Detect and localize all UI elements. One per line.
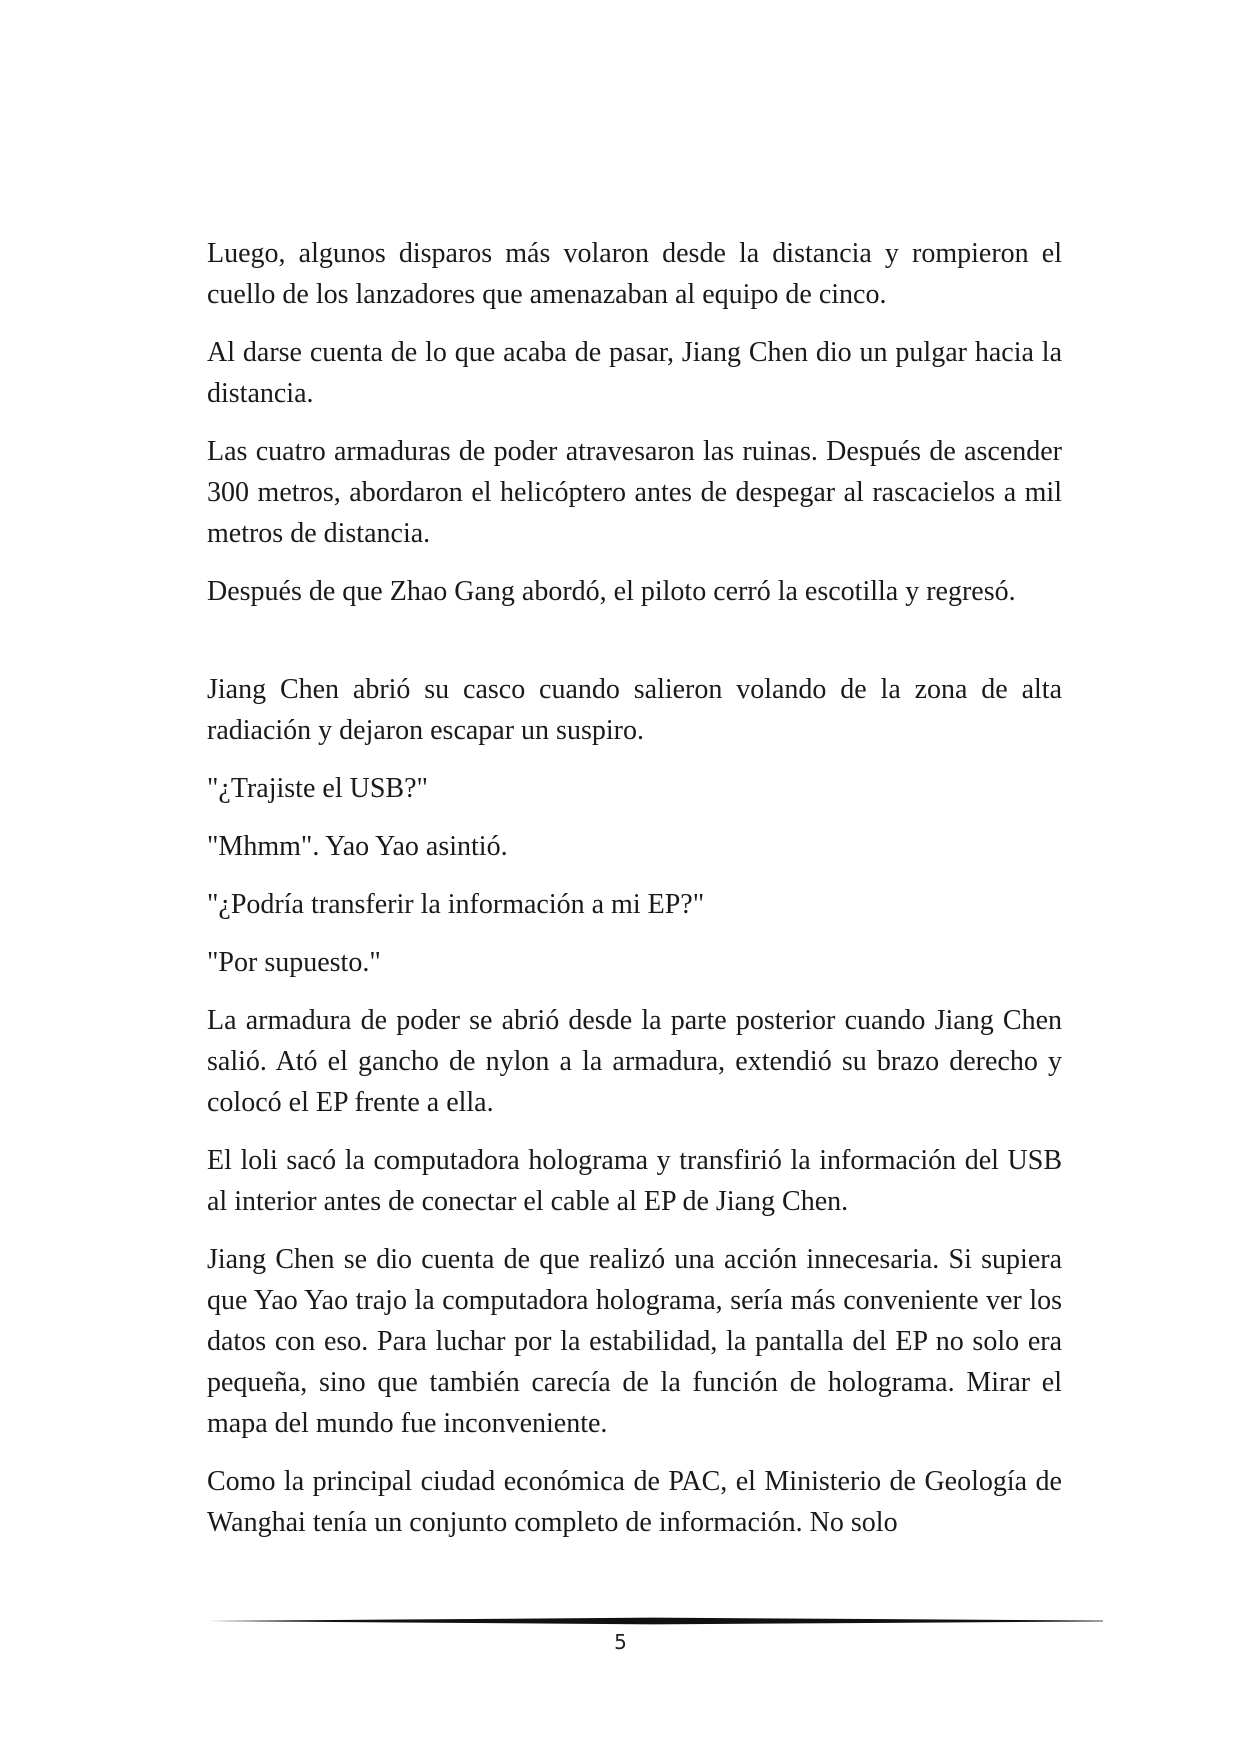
- paragraph-3: Las cuatro armaduras de poder atravesaron las ruinas. Después de ascender 300 metros, abordaron el helicóptero antes de despegar al rascacielos a mil metros de distancia.: [207, 436, 1062, 549]
- paragraph-8: "¿Podría transferir la información a mi EP?": [207, 889, 705, 920]
- paragraph-6: "¿Trajiste el USB?": [207, 773, 428, 804]
- paragraph-13: Como la principal ciudad económica de PAC, el Ministerio de Geología de Wanghai tenía un conjunto completo de información. No solo: [207, 1466, 1062, 1538]
- paragraph-9: "Por supuesto.": [207, 947, 381, 978]
- paragraph-4: Después de que Zhao Gang abordó, el piloto cerró la escotilla y regresó.: [207, 576, 1016, 607]
- paragraph-10: La armadura de poder se abrió desde la parte posterior cuando Jiang Chen salió. Ató el gancho de nylon a la armadura, extendió su brazo derecho y colocó el EP frente a ella.: [207, 1005, 1062, 1118]
- paragraph-5: Jiang Chen abrió su casco cuando salieron volando de la zona de alta radiación y dejaron escapar un suspiro.: [207, 674, 1062, 746]
- paragraph-12: Jiang Chen se dio cuenta de que realizó una acción innecesaria. Si supiera que Yao Yao trajo la computadora holograma, sería más conveniente ver los datos con eso. Para luchar por la estabilidad, la pantalla del EP no solo era pequeña, sino que también carecía de la función de holograma. Mirar el mapa del mundo fue inconveniente.: [207, 1244, 1062, 1439]
- paragraph-1: Luego, algunos disparos más volaron desde la distancia y rompieron el cuello de los lanzadores que amenazaban al equipo de cinco.: [207, 238, 1062, 310]
- paragraph-7: "Mhmm". Yao Yao asintió.: [207, 831, 508, 862]
- body-text: [207, 233, 1062, 1560]
- paragraph-11: El loli sacó la computadora holograma y transfirió la información del USB al interior antes de conectar el cable al EP de Jiang Chen.: [207, 1145, 1062, 1217]
- paragraph-2: Al darse cuenta de lo que acaba de pasar, Jiang Chen dio un pulgar hacia la distancia.: [207, 337, 1062, 409]
- footer-divider: [207, 1617, 1103, 1625]
- page-number: 5: [614, 1630, 627, 1654]
